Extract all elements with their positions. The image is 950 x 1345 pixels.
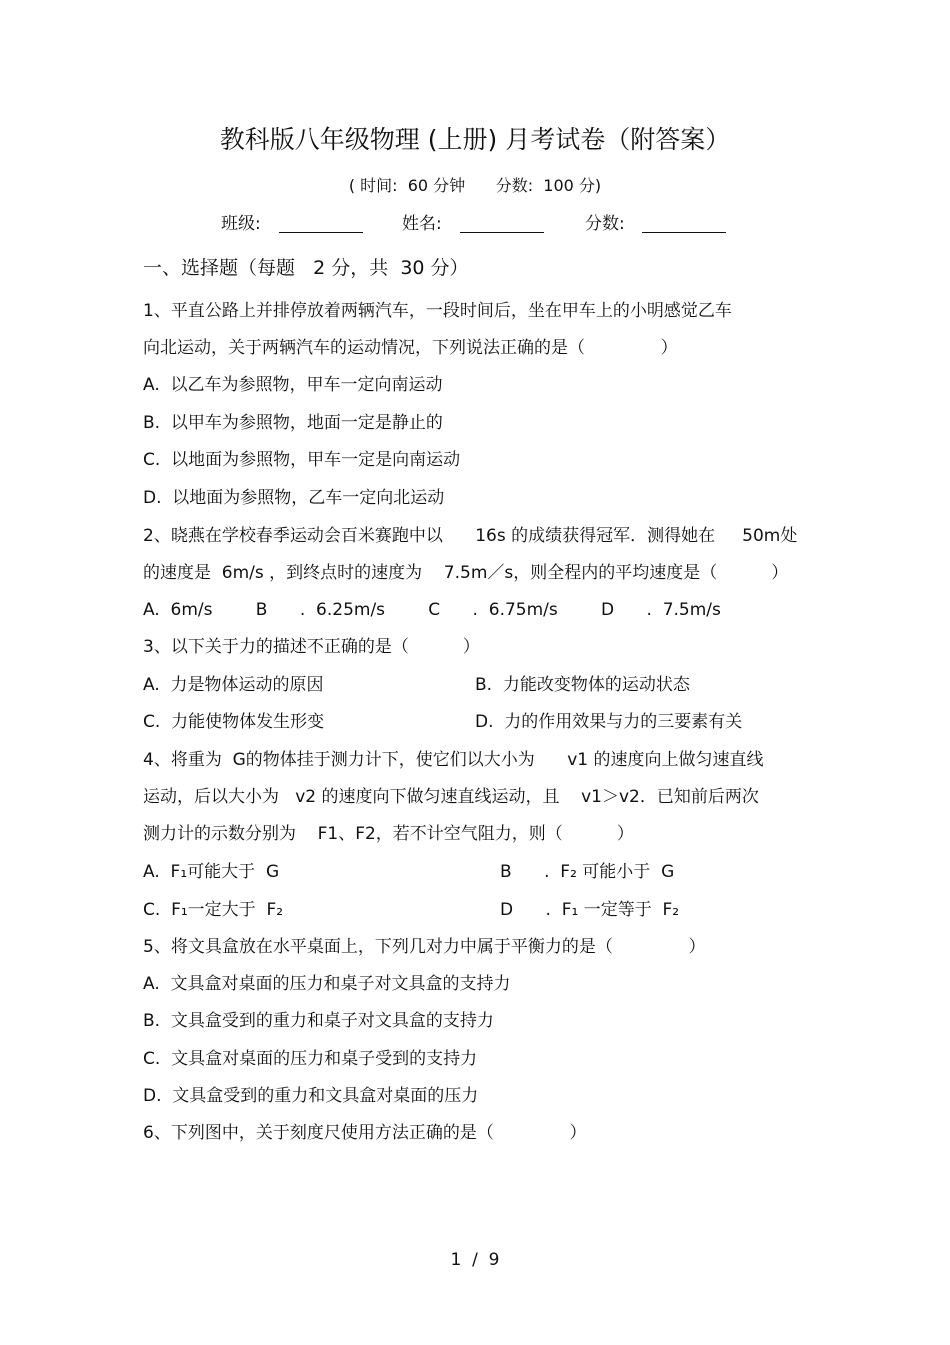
q5-line1: 5、将文具盒放在水平桌面上，下列几对力中属于平衡力的是（ ） [143, 937, 706, 957]
q2-line2: 的速度是 6m/s ，到终点时的速度为 7.5m／s，则全程内的平均速度是（ ） [143, 563, 789, 583]
q5-option-c: C. 文具盒对桌面的压力和桌子受到的支持力 [143, 1049, 478, 1069]
q4-option-a: A. F₁可能大于 G [143, 862, 280, 882]
q4-option-c: C. F₁一定大于 F₂ [143, 900, 284, 920]
q3-option-b: B. 力能改变物体的运动状态 [475, 675, 690, 695]
q1-line2: 向北运动，关于两辆汽车的运动情况，下列说法正确的是（ ） [143, 338, 678, 358]
class-blank [279, 232, 363, 233]
exam-title: 教科版八年级物理 (上册) 月考试卷（附答案） [219, 125, 731, 154]
page-number: 1 / 9 [450, 1250, 500, 1270]
q5-option-d: D. 文具盒受到的重力和文具盒对桌面的压力 [143, 1086, 479, 1106]
q1-option-a: A. 以乙车为参照物，甲车一定向南运动 [143, 375, 443, 395]
q3-option-c: C. 力能使物体发生形变 [143, 712, 325, 732]
q3-option-d: D. 力的作用效果与力的三要素有关 [475, 712, 743, 732]
q4-line3: 测力计的示数分别为 F1、F2，若不计空气阻力，则（ ） [143, 824, 634, 844]
q3-option-a: A. 力是物体运动的原因 [143, 675, 324, 695]
q4-line2: 运动，后以大小为 v2 的速度向下做匀速直线运动，且 v1＞v2．已知前后两次 [143, 787, 759, 807]
q3-line1: 3、以下关于力的描述不正确的是（ ） [143, 637, 480, 657]
q4-option-d: D . F₁ 一定等于 F₂ [500, 900, 680, 920]
name-blank [460, 232, 544, 233]
q2-line1: 2、晓燕在学校春季运动会百米赛跑中以 16s 的成绩获得冠军．测得她在 50m处 [143, 526, 798, 546]
score-label: 分数: [585, 214, 625, 234]
q1-line1: 1、平直公路上并排停放着两辆汽车，一段时间后，坐在甲车上的小明感觉乙车 [143, 301, 732, 321]
q6-line1: 6、下列图中，关于刻度尺使用方法正确的是（ ） [143, 1123, 587, 1143]
q1-option-d: D. 以地面为参照物，乙车一定向北运动 [143, 488, 445, 508]
q5-option-b: B. 文具盒受到的重力和桌子对文具盒的支持力 [143, 1011, 494, 1031]
q2-options: A. 6m/s B . 6.25m/s C . 6.75m/s D . 7.5m/s [143, 600, 721, 620]
section-heading: 一、选择题（每题 2 分，共 30 分） [143, 257, 469, 279]
q4-line1: 4、将重为 G的物体挂于测力计下，使它们以大小为 v1 的速度向上做匀速直线 [143, 750, 764, 770]
q1-option-c: C. 以地面为参照物，甲车一定是向南运动 [143, 450, 461, 470]
class-label: 班级: [221, 214, 261, 234]
q5-option-a: A. 文具盒对桌面的压力和桌子对文具盒的支持力 [143, 974, 511, 994]
q1-option-b: B. 以甲车为参照物，地面一定是静止的 [143, 413, 443, 433]
name-label: 姓名: [402, 214, 442, 234]
score-blank [642, 232, 726, 233]
q4-option-b: B . F₂ 可能小于 G [500, 862, 675, 882]
exam-subtitle: ( 时间: 60 分钟 分数: 100 分) [348, 176, 602, 195]
